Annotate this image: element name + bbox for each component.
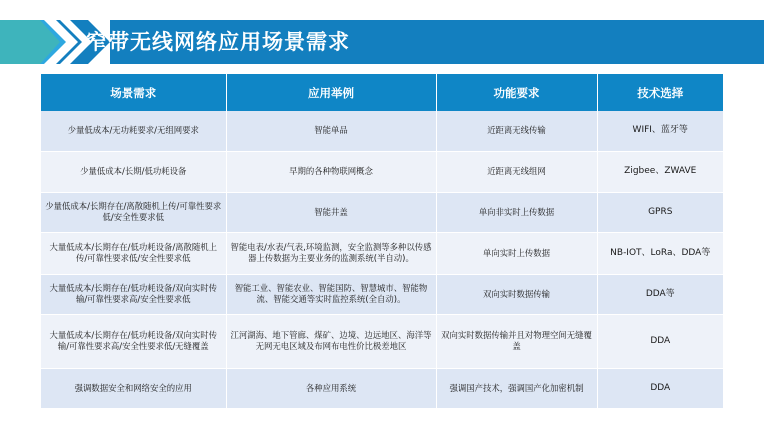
page-title: 窄带无线网络应用场景需求 — [86, 30, 350, 54]
cell-example: 江河湖海、地下管廊、煤矿、边境、边远地区、海洋等无网无电区域及布网布电性价比极差地区 — [226, 314, 436, 368]
requirements-table-wrap — [41, 74, 723, 409]
table-row — [41, 368, 723, 408]
cell-tech: NB-IOT、LoRa、DDA等 — [597, 232, 723, 274]
cell-tech: DDA — [597, 368, 723, 408]
cell-scenario: 大量低成本/长期存在/低功耗设备/离散随机上传/可靠性要求低/安全性要求低 — [41, 232, 226, 274]
cell-tech: DDA等 — [597, 274, 723, 314]
table-row — [41, 274, 723, 314]
cell-example: 早期的各种物联网概念 — [226, 151, 436, 192]
requirements-table — [41, 74, 723, 409]
cell-example: 智能单品 — [226, 111, 436, 151]
cell-tech: DDA — [597, 314, 723, 368]
cell-example: 智能电表/水表/气表,环境监测，安全监测等多种以传感器上传数据为主要业务的监测系统(半自动)。 — [226, 232, 436, 274]
cell-scenario: 大量低成本/长期存在/低功耗设备/双向实时传输/可靠性要求高/安全性要求低 — [41, 274, 226, 314]
table-row — [41, 111, 723, 151]
cell-tech: WIFI、蓝牙等 — [597, 111, 723, 151]
cell-function: 单向实时上传数据 — [436, 232, 597, 274]
cell-function: 近距离无线传输 — [436, 111, 597, 151]
header-tech: 技术选择 — [597, 74, 723, 111]
cell-function: 强调国产技术，强调国产化加密机制 — [436, 368, 597, 408]
title-banner — [0, 20, 764, 64]
cell-scenario: 少量低成本/长期/低功耗设备 — [41, 151, 226, 192]
table-row — [41, 151, 723, 192]
cell-function: 单向非实时上传数据 — [436, 192, 597, 232]
cell-scenario: 大量低成本/长期存在/低功耗设备/双向实时传输/可靠性要求高/安全性要求低/无缝覆盖 — [41, 314, 226, 368]
cell-example: 智能工业、智能农业、智能国防、智慧城市、智能物流、智能交通等实时监控系统(全自动)。 — [226, 274, 436, 314]
cell-scenario: 少量低成本/长期存在/离散随机上传/可靠性要求低/安全性要求低 — [41, 192, 226, 232]
cell-scenario: 少量低成本/无功耗要求/无组网要求 — [41, 111, 226, 151]
cell-function: 双向实时数据传输 — [436, 274, 597, 314]
table-row — [41, 314, 723, 368]
cell-function: 近距离无线组网 — [436, 151, 597, 192]
cell-example: 各种应用系统 — [226, 368, 436, 408]
cell-tech: GPRS — [597, 192, 723, 232]
table-row — [41, 192, 723, 232]
header-example: 应用举例 — [226, 74, 436, 111]
table-header-row — [41, 74, 723, 111]
table-row — [41, 232, 723, 274]
header-function: 功能要求 — [436, 74, 597, 111]
cell-tech: Zigbee、ZWAVE — [597, 151, 723, 192]
header-scenario: 场景需求 — [41, 74, 226, 111]
cell-scenario: 强调数据安全和网络安全的应用 — [41, 368, 226, 408]
cell-function: 双向实时数据传输并且对物理空间无缝覆盖 — [436, 314, 597, 368]
cell-example: 智能井盖 — [226, 192, 436, 232]
